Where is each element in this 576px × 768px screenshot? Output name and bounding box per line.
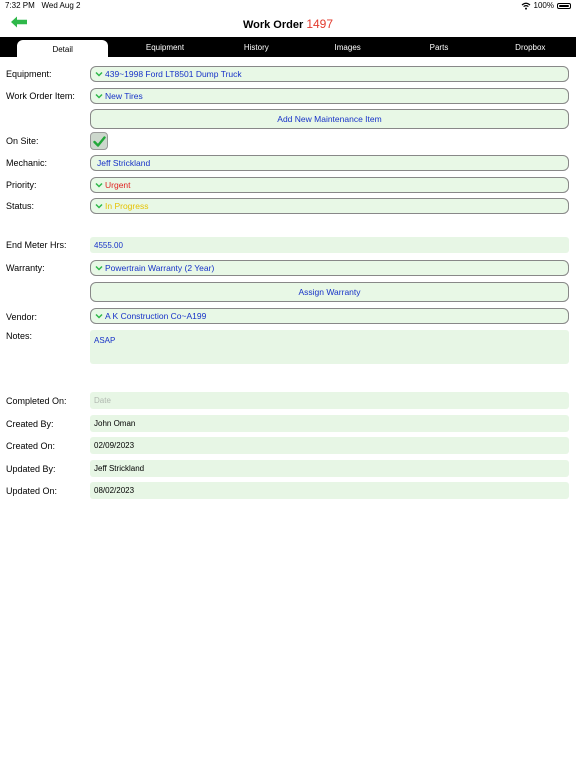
end-meter-label: End Meter Hrs: xyxy=(6,240,67,250)
status-value: In Progress xyxy=(105,201,149,211)
updated-by-label: Updated By: xyxy=(6,464,56,474)
status-bar xyxy=(0,0,576,12)
on-site-checkbox[interactable] xyxy=(90,132,108,150)
warranty-select[interactable] xyxy=(90,260,569,276)
warranty-value: Powertrain Warranty (2 Year) xyxy=(105,263,215,273)
tab-history[interactable]: History xyxy=(243,43,269,52)
checkmark-icon xyxy=(93,136,106,147)
end-meter-value: 4555.00 xyxy=(94,240,123,250)
add-maintenance-item-button[interactable] xyxy=(90,109,569,129)
updated-on-field xyxy=(90,482,569,499)
priority-value: Urgent xyxy=(105,180,131,190)
tab-detail[interactable]: Detail xyxy=(17,40,108,57)
status-date: Wed Aug 2 xyxy=(41,1,81,10)
notes-textarea[interactable] xyxy=(90,330,569,364)
tab-parts[interactable]: Parts xyxy=(429,43,449,52)
add-maintenance-item-label: Add New Maintenance Item xyxy=(277,114,382,124)
mechanic-field[interactable] xyxy=(90,155,569,171)
assign-warranty-label: Assign Warranty xyxy=(298,287,361,297)
chevron-down-icon xyxy=(95,202,103,210)
chevron-down-icon xyxy=(95,92,103,100)
created-on-label: Created On: xyxy=(6,441,56,451)
battery-icon xyxy=(557,3,571,9)
assign-warranty-button[interactable] xyxy=(90,282,569,302)
mechanic-value: Jeff Strickland xyxy=(97,158,151,168)
work-order-item-label: Work Order Item: xyxy=(6,91,75,101)
page-title xyxy=(0,17,576,31)
completed-on-label: Completed On: xyxy=(6,396,67,406)
tab-images[interactable]: Images xyxy=(334,43,361,52)
battery-percent: 100% xyxy=(533,1,554,10)
completed-on-input[interactable] xyxy=(90,392,569,409)
tab-dropbox[interactable]: Dropbox xyxy=(515,43,546,52)
created-by-label: Created By: xyxy=(6,419,54,429)
tab-bar xyxy=(0,37,576,57)
equipment-select[interactable] xyxy=(90,66,569,82)
updated-by-value: Jeff Strickland xyxy=(94,464,145,473)
created-on-value: 02/09/2023 xyxy=(94,441,135,450)
mechanic-label: Mechanic: xyxy=(6,158,48,168)
notes-value: ASAP xyxy=(94,336,116,345)
chevron-down-icon xyxy=(95,181,103,189)
work-order-number: 1497 xyxy=(306,17,334,31)
updated-on-label: Updated On: xyxy=(6,486,58,496)
work-order-item-select[interactable] xyxy=(90,88,569,104)
created-by-value: John Oman xyxy=(94,419,136,428)
notes-label: Notes: xyxy=(6,331,33,341)
chevron-down-icon xyxy=(95,312,103,320)
equipment-label: Equipment: xyxy=(6,69,52,79)
vendor-value: A K Construction Co~A199 xyxy=(105,311,207,321)
created-by-field xyxy=(90,415,569,432)
vendor-label: Vendor: xyxy=(6,312,38,322)
priority-select[interactable] xyxy=(90,177,569,193)
updated-by-field xyxy=(90,460,569,477)
status-time: 7:32 PM xyxy=(5,1,35,10)
warranty-label: Warranty: xyxy=(6,263,45,273)
status-select[interactable] xyxy=(90,198,569,214)
created-on-field xyxy=(90,437,569,454)
work-order-item-value: New Tires xyxy=(105,91,143,101)
chevron-down-icon xyxy=(95,70,103,78)
wifi-icon xyxy=(521,2,531,10)
chevron-down-icon xyxy=(95,264,103,272)
end-meter-input[interactable] xyxy=(90,237,569,253)
equipment-value: 439~1998 Ford LT8501 Dump Truck xyxy=(105,69,242,79)
tab-equipment[interactable]: Equipment xyxy=(145,43,185,52)
vendor-select[interactable] xyxy=(90,308,569,324)
nav-bar xyxy=(0,12,576,34)
priority-label: Priority: xyxy=(6,180,37,190)
completed-on-placeholder: Date xyxy=(94,396,111,405)
updated-on-value: 08/02/2023 xyxy=(94,486,135,495)
on-site-label: On Site: xyxy=(6,136,39,146)
page-title-text: Work Order xyxy=(242,19,304,31)
status-label: Status: xyxy=(6,201,35,211)
